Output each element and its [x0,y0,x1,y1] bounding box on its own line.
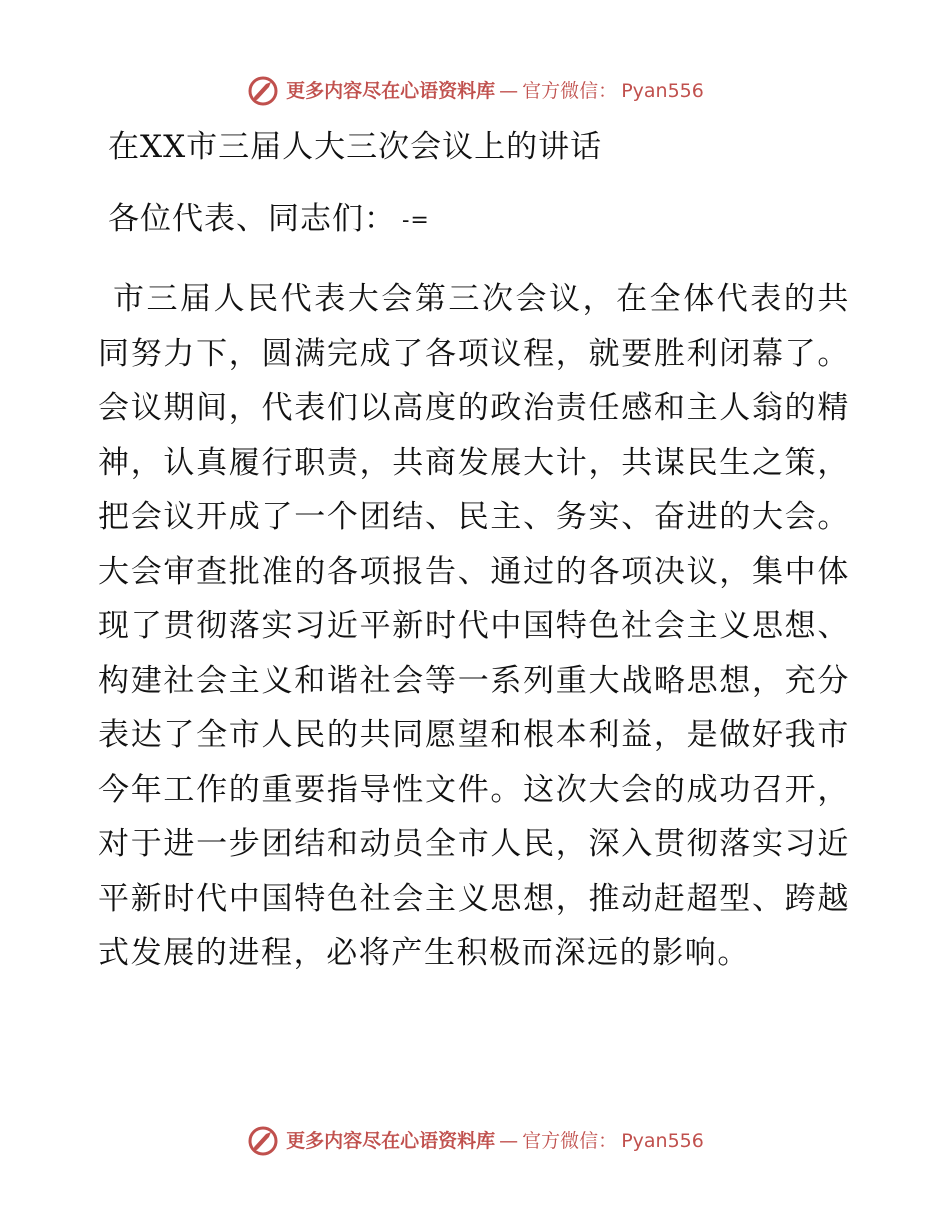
brand-logo-icon [246,1124,280,1158]
brand-logo-icon [246,74,280,108]
watermark-main-text: 更多内容尽在心语资料库 [286,80,496,102]
watermark-wechat-id: Pyan556 [621,80,704,102]
watermark-sub-text: 官方微信： [522,80,618,102]
salutation-mark: -= [402,207,430,233]
footer-watermark [0,1124,950,1158]
body-paragraph-text: 市三届人民代表大会第三次会议，在全体代表的共同努力下，圆满完成了各项议程，就要胜利闭幕了。会议期间，代表们以高度的政治责任感和主人翁的精神，认真履行职责，共商发展大计，共谋民生之策，把会议开成了一个团结、民主、务实、奋进的大会。大会审查批准的各项报告、通过的各项决议，集中体现了贯彻落实习近平新时代中国特色社会主义思想、构建社会主义和谐社会等一系列重大战略思想，充分表达了全市人民的共同愿望和根本利益，是做好我市今年工作的重要指导性文件。这次大会的成功召开，对于进一步团结和动员全市人民，深入贯彻落实习近平新时代中国特色社会主义思想，推动赶超型、跨越式发展的进程，必将产生积极而深远的影响。 [98,281,850,971]
watermark-dash: — [499,80,519,102]
watermark-dash: — [499,1130,519,1152]
document-title: 在XX市三届人大三次会议上的讲话 [108,129,603,165]
body-paragraph [98,272,850,981]
watermark-sub-text: 官方微信： [522,1130,618,1152]
watermark-wechat-id: Pyan556 [621,1130,704,1152]
watermark-main-text: 更多内容尽在心语资料库 [286,1130,496,1152]
salutation-line [108,196,430,244]
header-watermark [0,74,950,108]
salutation-text: 各位代表、同志们： [108,201,396,237]
